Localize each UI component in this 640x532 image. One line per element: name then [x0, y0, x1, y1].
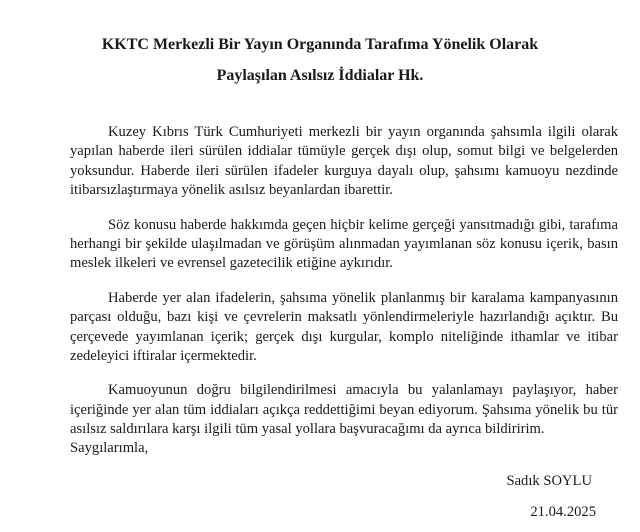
paragraph-1: Kuzey Kıbrıs Türk Cumhuriyeti merkezli bir yayın organında şahsımla ilgili olarak yapılan haberde ileri sürülen iddialar tümüyle gerçek dışı olup, somut bilgi ve belgelerden yoksundur. Haberde ileri sürülen ifadeler kurguya dayalı olup, şahsımı kamuoyu nezdinde itibarsızlaştırmaya yönelik asılsız beyanlardan ibarettir. [70, 124, 618, 199]
document-title-line-2: Paylaşılan Asılsız İddialar Hk. [216, 67, 424, 84]
document-title-line-1: KKTC Merkezli Bir Yayın Organında Tarafıma Yönelik Olarak [101, 36, 539, 53]
paragraph-3: Haberde yer alan ifadelerin, şahsıma yönelik planlanmış bir karalama kampanyasının parçası olduğu, bazı kişi ve çevrelerin maksatlı yönlendirmeleriyle hazırlandığı açıktır. Bu çerçevede yayımlanan içerik; gerçek dışı kurgular, komplo niteliğinde ithamlar ve itibar zedeleyici iftiralar içermektedir. [70, 289, 618, 365]
paragraph-4: Kamuoyunun doğru bilgilendirilmesi amacıyla bu yalanlamayı paylaşıyor, haber içeriğinde yer alan tüm iddiaları açıkça reddettiğimi beyan ediyorum. Şahsıma yönelik bu tür asılsız saldırılara karşı ilgili tüm yasal yollara başvuracağımı da ayrıca bildiririm. [70, 382, 618, 438]
paragraph-2: Söz konusu haberde hakkımda geçen hiçbir kelime gerçeği yansıtmadığı gibi, tarafıma herhangi bir şekilde ulaşılmadan ve görüşüm alınmadan yayımlanan söz konusu içerik, basın meslek ilkeleri ve evrensel gazetecilik etiğine aykırıdır. [70, 216, 618, 272]
signature-name: Sadık SOYLU [506, 473, 592, 489]
salutation: Saygılarımla, [70, 440, 149, 456]
signature-date: 21.04.2025 [530, 504, 596, 520]
